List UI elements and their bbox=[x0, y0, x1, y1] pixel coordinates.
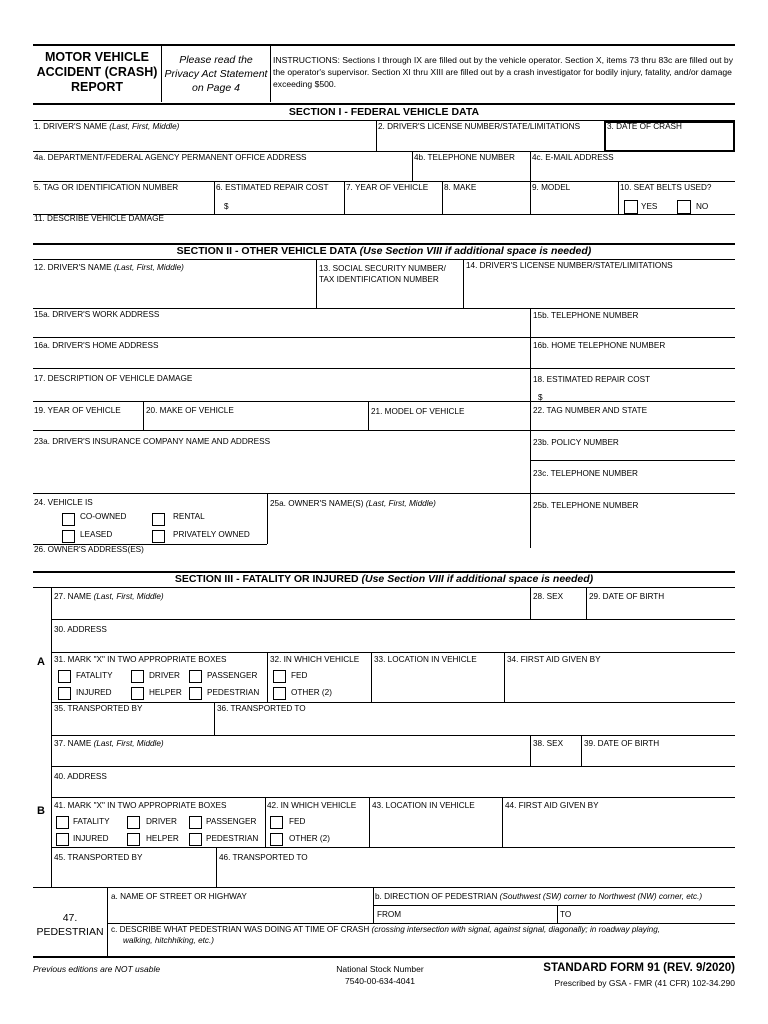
field-23b-label: 23b. POLICY NUMBER bbox=[533, 438, 619, 447]
field-34-label: 34. FIRST AID GIVEN BY bbox=[507, 655, 601, 664]
pedestrian-number: 47. bbox=[62, 912, 78, 924]
field-5-label: 5. TAG OR IDENTIFICATION NUMBER bbox=[34, 183, 179, 192]
field-27-label: 27. NAME (Last, First, Middle) bbox=[54, 592, 164, 601]
field-47b-label: b. DIRECTION OF PEDESTRIAN (Southwest (SW) corner to Northwest (NW) corner, etc.) bbox=[375, 892, 703, 901]
field-23c-label: 23c. TELEPHONE NUMBER bbox=[533, 469, 638, 478]
rental-checkbox[interactable] bbox=[152, 513, 165, 526]
field-32-label: 32. IN WHICH VEHICLE bbox=[270, 655, 360, 664]
col-line bbox=[216, 847, 217, 887]
b-fatality-checkbox[interactable] bbox=[56, 816, 69, 829]
b-pedestrian-checkbox[interactable] bbox=[189, 833, 202, 846]
form-number: STANDARD FORM 91 (REV. 9/2020) bbox=[543, 962, 735, 974]
col-line bbox=[369, 797, 370, 847]
field-31-label: 31. MARK "X" IN TWO APPROPRIATE BOXES bbox=[54, 655, 227, 664]
a-passenger-label: PASSENGER bbox=[207, 671, 258, 680]
field-1-label: 1. DRIVER'S NAME (Last, First, Middle) bbox=[34, 122, 180, 131]
field-11-label: 11. DESCRIBE VEHICLE DAMAGE bbox=[34, 214, 164, 223]
row-line bbox=[33, 493, 735, 494]
col-line bbox=[442, 181, 443, 214]
row-line bbox=[51, 766, 735, 767]
field-39-label: 39. DATE OF BIRTH bbox=[584, 739, 660, 748]
top-rule bbox=[33, 44, 735, 46]
b-passenger-label: PASSENGER bbox=[206, 817, 257, 826]
field-30-label: 30. ADDRESS bbox=[54, 625, 107, 634]
col-line bbox=[316, 259, 317, 308]
field-47a-label: a. NAME OF STREET OR HIGHWAY bbox=[111, 892, 247, 901]
col-line bbox=[371, 652, 372, 702]
field-2-label: 2. DRIVER'S LICENSE NUMBER/STATE/LIMITATIONS bbox=[378, 122, 581, 131]
field-18-dollar: $ bbox=[538, 393, 543, 402]
seatbelt-yes-label: YES bbox=[641, 202, 658, 211]
field-26-label: 26. OWNER'S ADDRESS(ES) bbox=[34, 545, 144, 554]
field-21-label: 21. MODEL OF VEHICLE bbox=[371, 407, 465, 416]
row-line bbox=[33, 368, 735, 369]
field-47c-hint: walking, hitchhiking, etc.) bbox=[123, 936, 215, 945]
b-other-checkbox[interactable] bbox=[270, 833, 283, 846]
instructions: INSTRUCTIONS: Sections I through IX are filled out by the vehicle operator. Section X, items 73 thru 83c are filled out by the operator's supervisor. Section XI thru XIII are filled out by a crash investigator for bodily injury, fatality, and/or damage exceeding $500. bbox=[273, 55, 733, 89]
b-other-label: OTHER (2) bbox=[289, 834, 330, 843]
section-2-title: SECTION II - OTHER VEHICLE DATA (Use Section VIII if additional space is needed) bbox=[176, 245, 592, 257]
col-line bbox=[265, 797, 266, 847]
field-23a-label: 23a. DRIVER'S INSURANCE COMPANY NAME AND ADDRESS bbox=[34, 437, 271, 446]
row-line bbox=[373, 905, 735, 906]
bottom-rule bbox=[33, 956, 735, 958]
a-other-checkbox[interactable] bbox=[273, 687, 286, 700]
field-41-label: 41. MARK "X" IN TWO APPROPRIATE BOXES bbox=[54, 801, 227, 810]
col-line bbox=[586, 587, 587, 619]
header-divider bbox=[161, 46, 162, 102]
seatbelt-no-label: NO bbox=[696, 202, 709, 211]
col-line bbox=[530, 181, 531, 214]
row-line bbox=[51, 797, 735, 798]
col-line bbox=[530, 308, 531, 430]
leased-checkbox[interactable] bbox=[62, 530, 75, 543]
seatbelt-no-checkbox[interactable] bbox=[677, 200, 691, 214]
b-driver-checkbox[interactable] bbox=[127, 816, 140, 829]
seatbelt-yes-checkbox[interactable] bbox=[624, 200, 638, 214]
col-line bbox=[376, 120, 377, 151]
col-line bbox=[267, 493, 268, 544]
previous-editions-note: Previous editions are NOT usable bbox=[33, 964, 161, 974]
row-line bbox=[51, 652, 735, 653]
a-driver-checkbox[interactable] bbox=[131, 670, 144, 683]
b-helper-label: HELPER bbox=[146, 834, 179, 843]
b-passenger-checkbox[interactable] bbox=[189, 816, 202, 829]
row-line bbox=[51, 702, 735, 703]
col-line bbox=[214, 702, 215, 735]
row-line bbox=[33, 887, 735, 888]
field-10-label: 10. SEAT BELTS USED? bbox=[620, 183, 712, 192]
field-35-label: 35. TRANSPORTED BY bbox=[54, 704, 143, 713]
privately-owned-checkbox[interactable] bbox=[152, 530, 165, 543]
from-label: FROM bbox=[377, 910, 402, 919]
field-24-label: 24. VEHICLE IS bbox=[34, 498, 93, 507]
co-owned-checkbox[interactable] bbox=[62, 513, 75, 526]
row-line bbox=[530, 460, 735, 461]
a-other-label: OTHER (2) bbox=[291, 688, 332, 697]
field-47c-label: c. DESCRIBE WHAT PEDESTRIAN WAS DOING AT TIME OF CRASH (crossing intersection with signal, against signal, diagonally; in roadway playing, bbox=[111, 925, 661, 934]
row-line bbox=[33, 151, 605, 152]
field-8-label: 8. MAKE bbox=[444, 183, 477, 192]
field-15a-label: 15a. DRIVER'S WORK ADDRESS bbox=[34, 310, 160, 319]
field-29-label: 29. DATE OF BIRTH bbox=[589, 592, 665, 601]
to-label: TO bbox=[560, 910, 572, 919]
field-40-label: 40. ADDRESS bbox=[54, 772, 107, 781]
row-line bbox=[33, 181, 735, 182]
field-12-label: 12. DRIVER'S NAME (Last, First, Middle) bbox=[34, 263, 184, 272]
field-16b-label: 16b. HOME TELEPHONE NUMBER bbox=[533, 341, 666, 350]
field-20-label: 20. MAKE OF VEHICLE bbox=[146, 406, 234, 415]
rental-label: RENTAL bbox=[173, 512, 205, 521]
row-line bbox=[33, 259, 735, 260]
a-fatality-checkbox[interactable] bbox=[58, 670, 71, 683]
field-16a-label: 16a. DRIVER'S HOME ADDRESS bbox=[34, 341, 159, 350]
col-line bbox=[530, 430, 531, 548]
field-13-label: 13. SOCIAL SECURITY NUMBER/ TAX IDENTIFICATION NUMBER bbox=[319, 264, 446, 284]
form-title: MOTOR VEHICLE ACCIDENT (CRASH) REPORT bbox=[36, 50, 158, 94]
section-rule bbox=[33, 103, 735, 105]
field-25a-label: 25a. OWNER'S NAME(S) (Last, First, Middle) bbox=[270, 499, 436, 508]
row-line bbox=[33, 430, 735, 431]
col-line bbox=[502, 797, 503, 847]
field-44-label: 44. FIRST AID GIVEN BY bbox=[505, 801, 599, 810]
section-3-title: SECTION III - FATALITY OR INJURED (Use Section VIII if additional space is needed) bbox=[174, 573, 594, 585]
a-passenger-checkbox[interactable] bbox=[189, 670, 202, 683]
prescribed-by: Prescribed by GSA - FMR (41 CFR) 102-34.290 bbox=[554, 978, 735, 988]
col-line bbox=[214, 181, 215, 214]
col-line bbox=[581, 735, 582, 766]
field-9-label: 9. MODEL bbox=[532, 183, 571, 192]
a-driver-label: DRIVER bbox=[149, 671, 180, 680]
col-line bbox=[267, 652, 268, 702]
person-a-letter: A bbox=[37, 656, 45, 668]
field-14-label: 14. DRIVER'S LICENSE NUMBER/STATE/LIMITATIONS bbox=[466, 261, 673, 270]
field-6-dollar: $ bbox=[224, 202, 229, 211]
col-line bbox=[618, 181, 619, 214]
b-fatality-label: FATALITY bbox=[73, 817, 110, 826]
a-helper-checkbox[interactable] bbox=[131, 687, 144, 700]
b-fed-label: FED bbox=[289, 817, 306, 826]
b-driver-label: DRIVER bbox=[146, 817, 177, 826]
field-15b-label: 15b. TELEPHONE NUMBER bbox=[533, 311, 639, 320]
field-19-label: 19. YEAR OF VEHICLE bbox=[34, 406, 121, 415]
a-pedestrian-label: PEDESTRIAN bbox=[207, 688, 260, 697]
field-18-label: 18. ESTIMATED REPAIR COST bbox=[533, 375, 651, 384]
field-7-label: 7. YEAR OF VEHICLE bbox=[346, 183, 429, 192]
b-fed-checkbox[interactable] bbox=[270, 816, 283, 829]
b-injured-checkbox[interactable] bbox=[56, 833, 69, 846]
row-line bbox=[51, 735, 735, 736]
b-pedestrian-label: PEDESTRIAN bbox=[206, 834, 259, 843]
field-6-label: 6. ESTIMATED REPAIR COST bbox=[216, 183, 329, 192]
field-38-label: 38. SEX bbox=[533, 739, 564, 748]
field-28-label: 28. SEX bbox=[533, 592, 564, 601]
col-line bbox=[530, 735, 531, 766]
b-helper-checkbox[interactable] bbox=[127, 833, 140, 846]
col-line bbox=[530, 151, 531, 181]
field-36-label: 36. TRANSPORTED TO bbox=[217, 704, 306, 713]
a-injured-label: INJURED bbox=[76, 688, 112, 697]
field-22-label: 22. TAG NUMBER AND STATE bbox=[533, 406, 648, 415]
field-4a-label: 4a. DEPARTMENT/FEDERAL AGENCY PERMANENT OFFICE ADDRESS bbox=[34, 153, 307, 162]
col-line bbox=[143, 401, 144, 430]
row-line bbox=[33, 308, 735, 309]
a-pedestrian-checkbox[interactable] bbox=[189, 687, 202, 700]
col-line bbox=[344, 181, 345, 214]
a-fed-checkbox[interactable] bbox=[273, 670, 286, 683]
person-b-letter: B bbox=[37, 805, 45, 817]
field-45-label: 45. TRANSPORTED BY bbox=[54, 853, 143, 862]
pedestrian-label: PEDESTRIAN bbox=[36, 926, 104, 938]
nsn-value: 7540-00-634-4041 bbox=[345, 976, 415, 986]
col-line bbox=[504, 652, 505, 702]
col-line bbox=[463, 259, 464, 308]
field-46-label: 46. TRANSPORTED TO bbox=[219, 853, 308, 862]
col-line bbox=[51, 587, 52, 887]
field-4c-label: 4c. E-MAIL ADDRESS bbox=[532, 153, 614, 162]
co-owned-label: CO-OWNED bbox=[80, 512, 127, 521]
field-37-label: 37. NAME (Last, First, Middle) bbox=[54, 739, 164, 748]
field-4b-label: 4b. TELEPHONE NUMBER bbox=[414, 153, 515, 162]
field-42-label: 42. IN WHICH VEHICLE bbox=[267, 801, 357, 810]
section-1-title: SECTION I - FEDERAL VEHICLE DATA bbox=[288, 106, 480, 118]
row-line bbox=[51, 619, 735, 620]
a-fatality-label: FATALITY bbox=[76, 671, 113, 680]
a-fed-label: FED bbox=[291, 671, 308, 680]
row-line bbox=[107, 923, 735, 924]
field-25b-label: 25b. TELEPHONE NUMBER bbox=[533, 501, 639, 510]
header-divider bbox=[270, 46, 271, 102]
col-line bbox=[557, 905, 558, 923]
field-17-label: 17. DESCRIPTION OF VEHICLE DAMAGE bbox=[34, 374, 193, 383]
nsn-label: National Stock Number bbox=[336, 964, 424, 974]
col-line bbox=[530, 587, 531, 619]
a-injured-checkbox[interactable] bbox=[58, 687, 71, 700]
col-line bbox=[107, 887, 108, 956]
privately-owned-label: PRIVATELY OWNED bbox=[173, 530, 250, 539]
leased-label: LEASED bbox=[80, 530, 113, 539]
privacy-note: Please read the Privacy Act Statement on Page 4 bbox=[164, 54, 268, 94]
row-line bbox=[51, 847, 735, 848]
b-injured-label: INJURED bbox=[73, 834, 109, 843]
col-line bbox=[412, 151, 413, 181]
field-33-label: 33. LOCATION IN VEHICLE bbox=[374, 655, 477, 664]
field-43-label: 43. LOCATION IN VEHICLE bbox=[372, 801, 475, 810]
a-helper-label: HELPER bbox=[149, 688, 182, 697]
field-3-label: 3. DATE OF CRASH bbox=[607, 122, 682, 131]
row-line bbox=[33, 337, 735, 338]
col-line bbox=[368, 401, 369, 430]
row-line bbox=[33, 587, 735, 588]
row-line bbox=[33, 401, 735, 402]
